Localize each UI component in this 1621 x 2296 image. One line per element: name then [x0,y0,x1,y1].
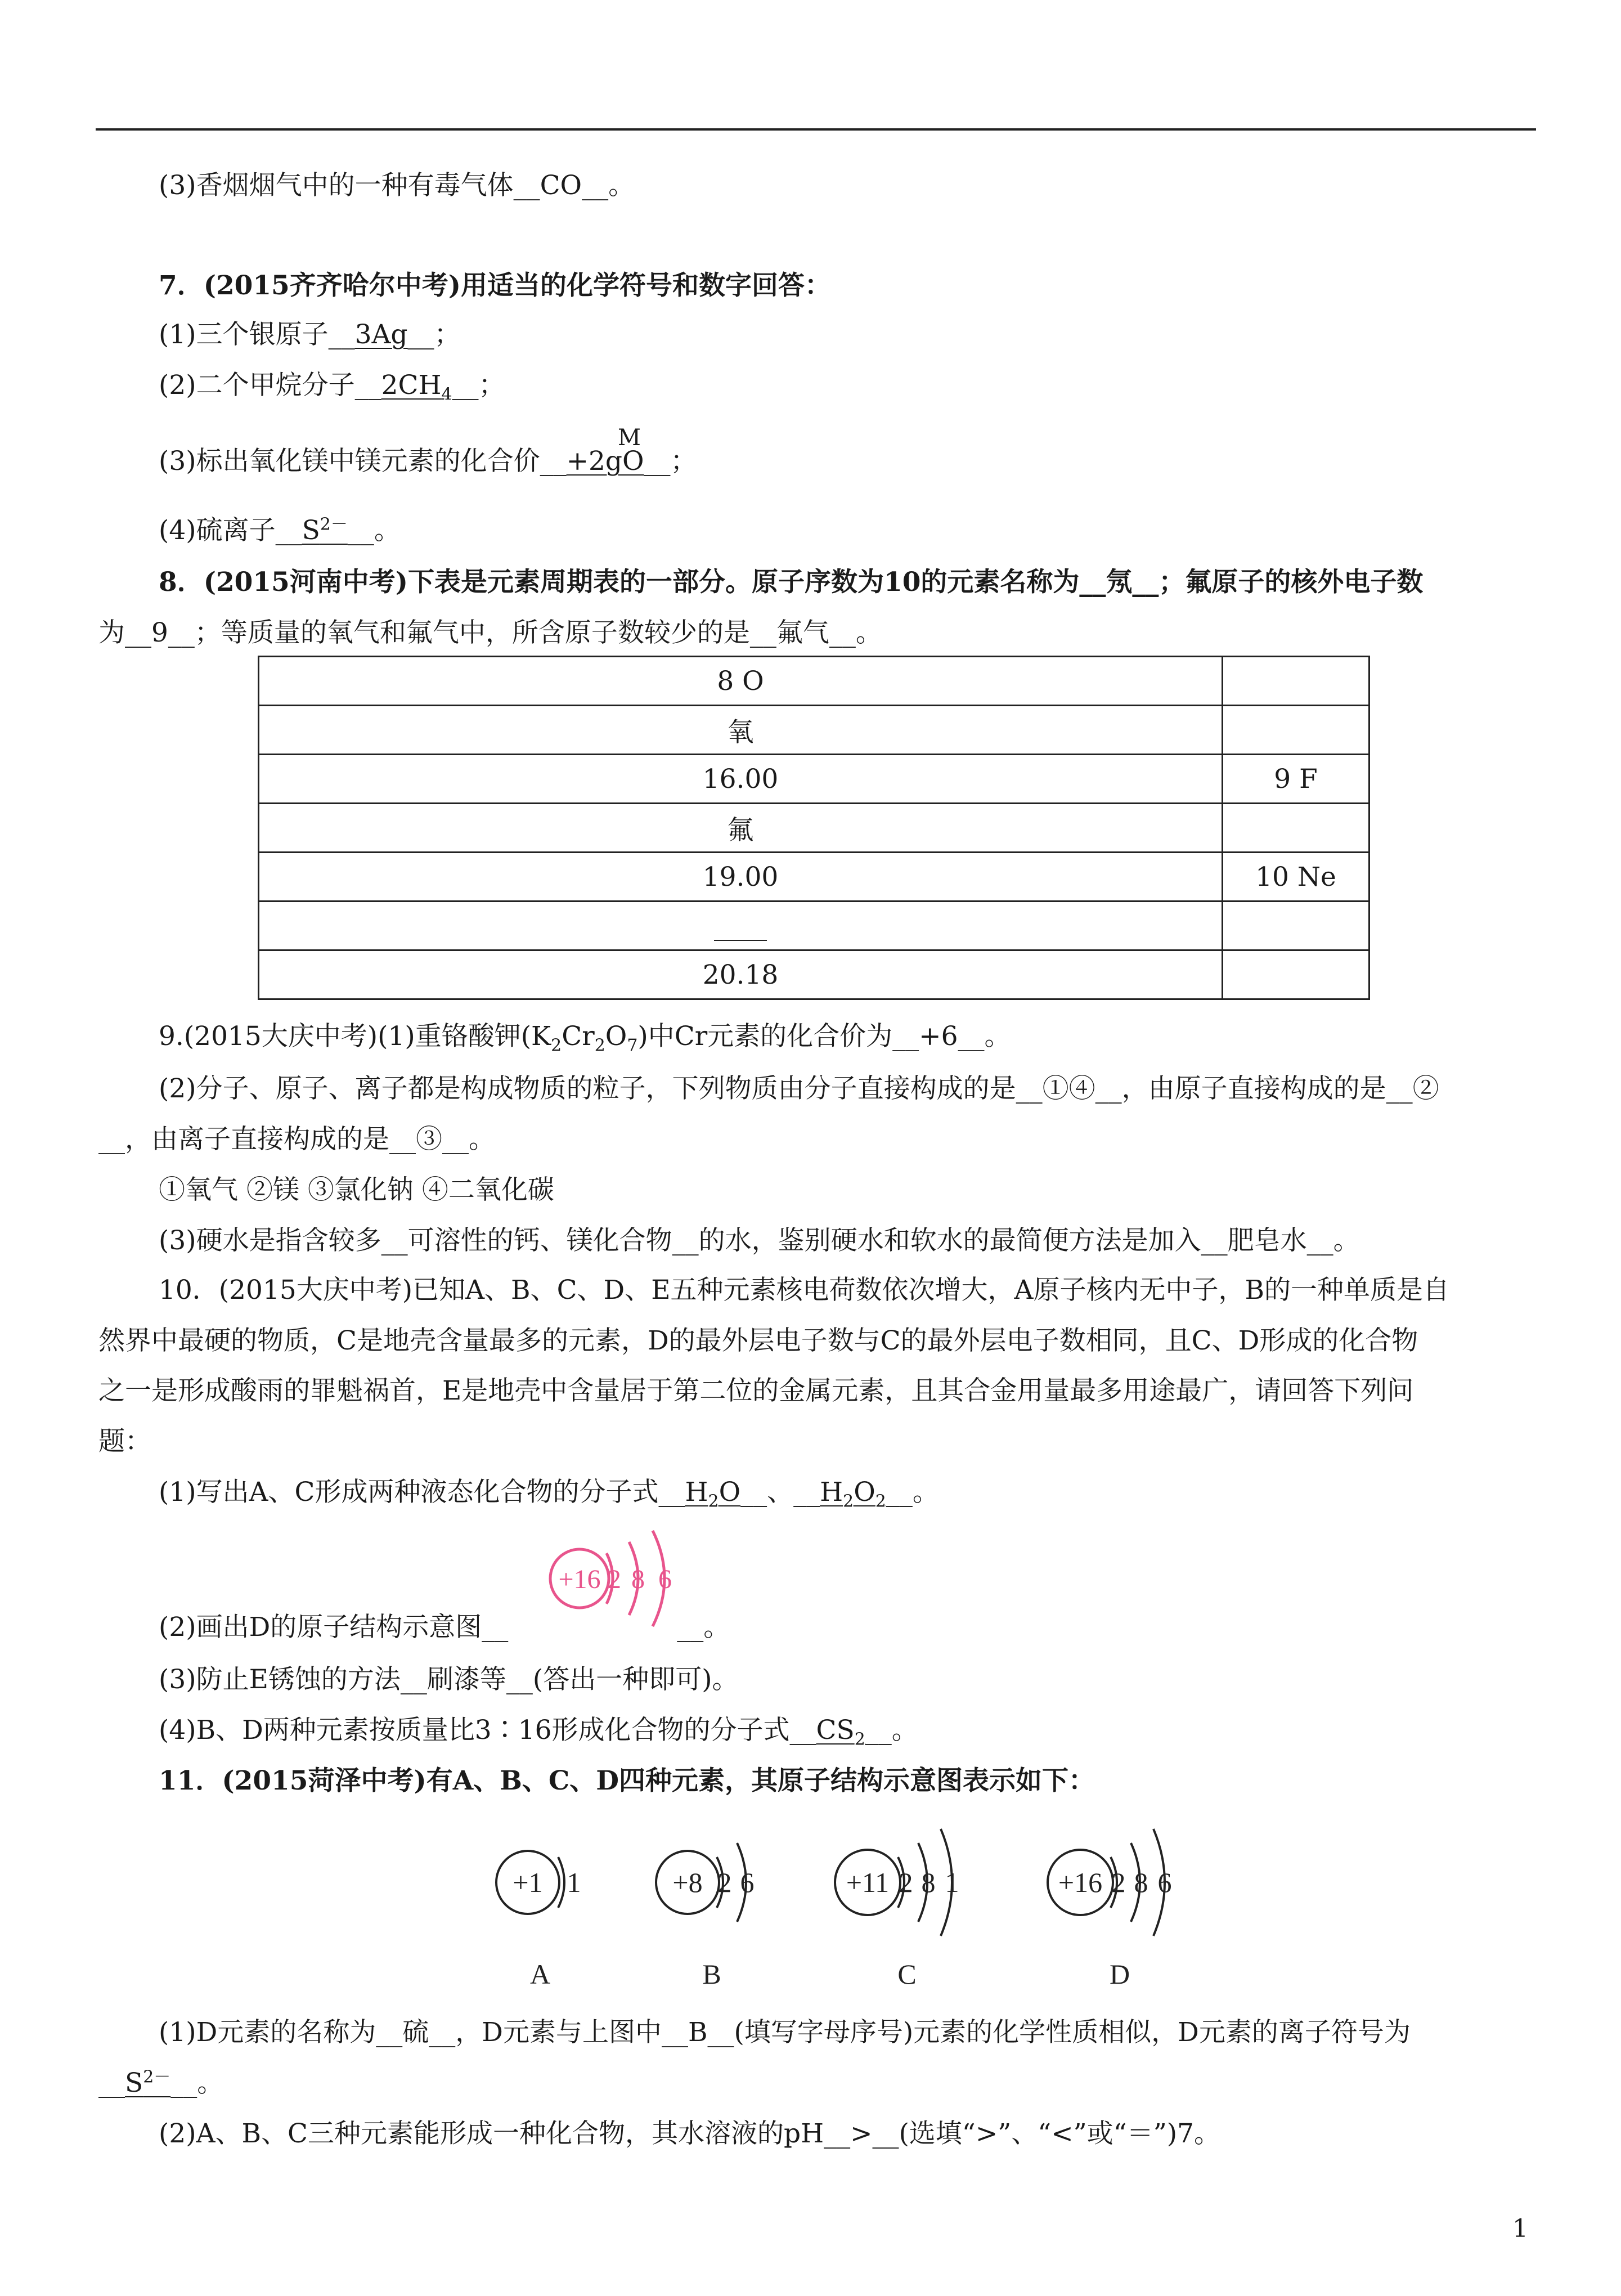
atom-c-shell-1: 2 [899,1867,913,1898]
table-row [259,950,1369,999]
table-cell [1223,950,1369,999]
q8-line1: 8．(2015河南中考)下表是元素周期表的一部分。原子序数为10的元素名称为__氖__；氟原子的核外电子数 [159,567,1424,598]
q7-part4: (4)硫离子$\_\_S^{2-}\_\_$。 [159,514,401,546]
atom-d-label: D [1109,1958,1130,1990]
atom-c-shell-2: 8 [921,1867,936,1898]
atom-d [1048,1829,1172,1990]
q10-line3: 之一是形成酸雨的罪魁祸首，E是地壳中含量居于第二位的金属元素，且其合金用量最多用途最广，请回答下列问 [98,1375,1414,1406]
atom-c-label: C [897,1958,917,1990]
q10-part4: (4)B、D两种元素按质量比3∶16形成化合物的分子式$\_\_CS_2\_\_$。 [159,1715,918,1750]
table-cell [1223,706,1369,755]
nucleus-charge: +16 [558,1564,601,1594]
atom-b-shell-2: 6 [740,1867,755,1898]
table-row [259,804,1369,853]
atom-d-shell-1: 2 [1111,1867,1126,1898]
table-cell: 16.00 [259,755,1223,804]
atom-d-shell-2: 8 [1134,1867,1148,1898]
atom-c [835,1829,959,1990]
table-cell: 8 O [259,657,1223,706]
atom-a-nucleus: +1 [513,1867,543,1898]
q9-line1: 9.(2015大庆中考)(1)重铬酸钾$(K_2Cr_2O_7)$中Cr元素的化合价为__+6__。 [159,1021,1011,1056]
q10-line2: 然界中最硬的物质，C是地壳含量最多的元素，D的最外层电子数与C的最外层电子数相同，且C、D形成的化合物 [98,1325,1418,1356]
atom-c-shell-3: 1 [945,1867,959,1898]
table-row [259,706,1369,755]
table-cell: 氧 [259,706,1223,755]
q10-part2: (2)画出D的原子结构示意图__ __。 [159,1612,730,1643]
q7-part3-valence-top: M [618,425,641,451]
q11-title: 11．(2015菏泽中考)有A、B、C、D四种元素，其原子结构示意图表示如下： [159,1765,1095,1796]
q10-line1: 10．(2015大庆中考)已知A、B、C、D、E五种元素核电荷数依次增大，A原子核内无中子，B的一种单质是自 [159,1275,1450,1306]
q9-line2: (2)分子、原子、离子都是构成物质的粒子，下列物质由分子直接构成的是__①④__，由原子直接构成的是__② [159,1073,1439,1104]
table-row [259,902,1369,950]
table-cell: 9 F [1223,755,1369,804]
table-cell [1223,902,1369,950]
atom-b-nucleus: +8 [672,1867,703,1898]
atom-structure-diagrams [484,1818,1232,2003]
q9-options: ①氧气 ②镁 ③氯化钠 ④二氧化碳 [159,1174,554,1205]
atom-b-shell-1: 2 [717,1867,732,1898]
table-cell [1223,804,1369,853]
q11-part2: (2)A、B、C三种元素能形成一种化合物，其水溶液的pH__>__(选填“>”、“<”或“＝”)7。 [159,2118,1220,2149]
atom-d-shell-3: 6 [1157,1867,1172,1898]
q7-title: 7．(2015齐齐哈尔中考)用适当的化学符号和数字回答： [159,270,831,301]
q7-part1: (1)三个银原子__3Ag__； [159,319,461,350]
q6-part3: (3)香烟烟气中的一种有毒气体__CO__。 [159,170,635,201]
atom-a-shell-1: 1 [567,1867,581,1898]
q10-line4: 题： [98,1426,151,1457]
table-cell: 10 Ne [1223,853,1369,902]
q11-part1-line1: (1)D元素的名称为__硫__，D元素与上图中__B__(填写字母序号)元素的化学性质相似，D元素的离子符号为 [159,2017,1411,2048]
shell-electrons-3: 6 [658,1564,672,1594]
q10-part1: (1)写出A、C形成两种液态化合物的分子式$\_\_H_2O\_\_$、$\_\_H_2O_2\_\_$。 [159,1477,939,1512]
atom-d-nucleus: +16 [1058,1867,1103,1898]
atom-c-nucleus: +11 [846,1867,890,1898]
q11-part1-line2: $\_\_S^{2-}\_\_$。 [98,2067,224,2098]
table-cell [1223,657,1369,706]
q9-line3: __，由离子直接构成的是__③__。 [98,1124,495,1155]
page-number: 1 [1512,2214,1528,2243]
q9-line5: (3)硬水是指含较多__可溶性的钙、镁化合物__的水，鉴别硬水和软水的最简便方法是加入__肥皂水__。 [159,1225,1360,1256]
table-cell: 19.00 [259,853,1223,902]
atom-b-label: B [702,1958,721,1990]
q7-part2: (2)二个甲烷分子$\_\_2CH_4\_\_$； [159,370,505,405]
shell-electrons-1: 2 [608,1564,621,1594]
atom-a-label: A [529,1958,551,1990]
table-row [259,853,1369,902]
q10-part3: (3)防止E锈蚀的方法__刷漆等__(答出一种即可)。 [159,1664,739,1695]
table-cell: 氟 [259,804,1223,853]
table-cell: ____ [259,902,1223,950]
periodic-table-fragment [258,656,1370,1000]
atom-a [496,1851,581,1990]
shell-electrons-2: 8 [631,1564,645,1594]
table-cell: 20.18 [259,950,1223,999]
atom-b [656,1843,755,1990]
table-row [259,755,1369,804]
q8-line2: 为__9__；等质量的氧气和氟气中，所含原子数较少的是__氟气__。 [98,617,882,648]
table-row [259,657,1369,706]
q7-part3: (3)标出氧化镁中镁元素的化合价__+2gO__； [159,446,697,477]
header-rule [96,128,1536,131]
